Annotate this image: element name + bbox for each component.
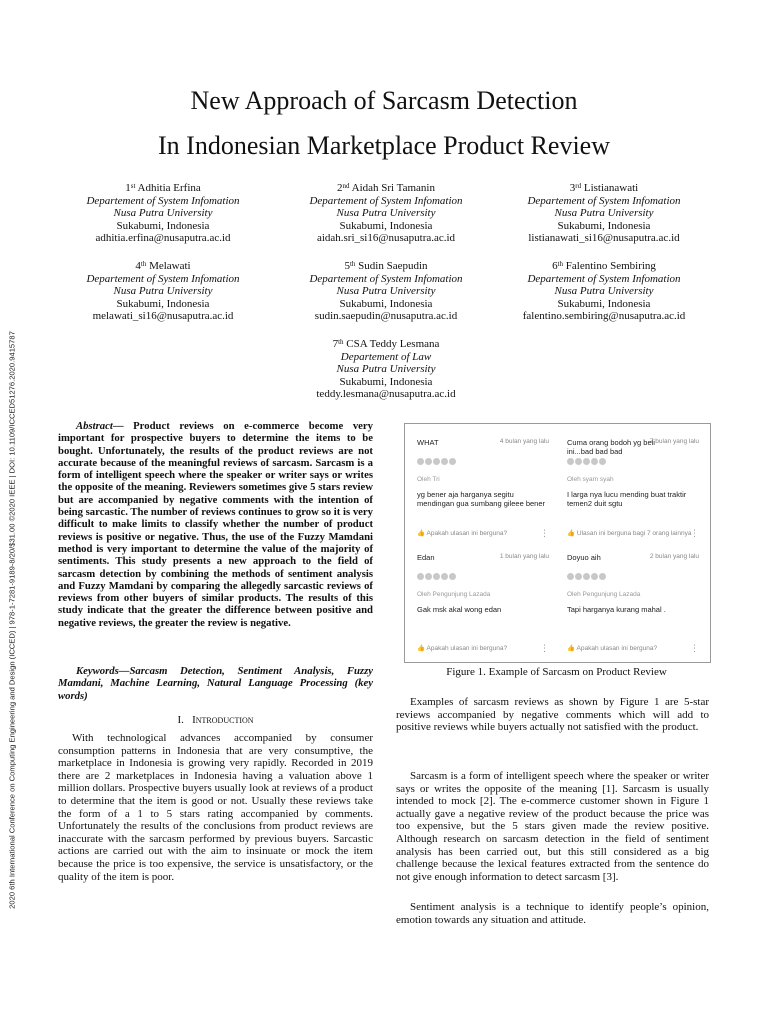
review-date: 4 bulan yang lalu — [499, 438, 549, 445]
author-7 — [266, 338, 506, 401]
author-university: Nusa Putra University — [113, 207, 213, 220]
reviewer-name: Oleh Tri — [417, 476, 440, 483]
author-city: Sukabumi, Indonesia — [557, 297, 651, 310]
section-heading — [58, 714, 373, 726]
star-icon — [441, 458, 448, 465]
author-city: Sukabumi, Indonesia — [339, 219, 433, 232]
author-dept: Departement of System Infomation — [86, 272, 240, 285]
author-university: Nusa Putra University — [336, 285, 436, 298]
review-comment: Tapi harganya kurang mahal . — [567, 605, 666, 614]
review-date: 1 bulan yang lalu — [499, 553, 549, 560]
more-options-icon: ⋮ — [540, 643, 549, 653]
review-card — [559, 547, 707, 660]
author-university: Nusa Putra University — [336, 207, 436, 220]
author-dept: Departement of System Infomation — [309, 194, 463, 207]
review-comment: I larga nya lucu mending buat traktir temen2 duit sgtu — [567, 490, 687, 508]
star-icon — [449, 573, 456, 580]
thumbs-up-icon: 👍 — [567, 530, 576, 537]
star-icon — [441, 573, 448, 580]
star-icon — [417, 458, 424, 465]
author-3 — [484, 182, 724, 245]
helpful-prompt: 👍 Apakah ulasan ini berguna? — [567, 645, 658, 652]
review-card — [409, 547, 557, 660]
review-comment: yg bener aja harganya segitu mendingan gua sumbang gileee bener — [417, 490, 546, 508]
helpful-prompt: 👍 Apakah ulasan ini berguna? — [417, 530, 508, 537]
review-title: Edan — [417, 553, 435, 562]
more-options-icon: ⋮ — [540, 528, 549, 538]
reviewer-name: Oleh Pengunjung Lazada — [417, 591, 491, 598]
author-1 — [43, 182, 283, 245]
author-4 — [43, 260, 283, 323]
star-icon — [575, 573, 582, 580]
author-email: adhitia.erfina@nusaputra.ac.id — [95, 232, 231, 245]
author-name: 6th Falentino Sembiring — [552, 260, 656, 272]
author-name: 2nd Aidah Sri Tamanin — [336, 182, 435, 194]
author-dept: Departement of System Infomation — [527, 194, 681, 207]
author-email: falentino.sembiring@nusaputra.ac.id — [522, 310, 686, 323]
review-title: Doyuo aih — [567, 553, 601, 562]
author-city: Sukabumi, Indonesia — [116, 219, 210, 232]
author-city: Sukabumi, Indonesia — [116, 297, 210, 310]
right-paragraph-1: Examples of sarcasm reviews as shown by Figure 1 are 5-star reviews accompanied by negative comments which will add to positive reviews while buyers actually not satisfied with the product. — [396, 696, 709, 734]
paper-title-line1: New Approach of Sarcasm Detection — [190, 86, 578, 115]
author-university: Nusa Putra University — [554, 285, 654, 298]
author-dept: Departement of System Infomation — [309, 272, 463, 285]
section-title: Introduction — [192, 714, 254, 726]
figure-caption: Figure 1. Example of Sarcasm on Product Review — [446, 666, 667, 678]
star-icon — [575, 458, 582, 465]
review-card — [409, 432, 557, 545]
star-icon — [599, 573, 606, 580]
more-options-icon: ⋮ — [690, 643, 699, 653]
star-rating — [417, 458, 457, 467]
thumbs-up-icon: 👍 — [417, 645, 426, 652]
star-icon — [583, 573, 590, 580]
author-5 — [266, 260, 506, 323]
author-university: Nusa Putra University — [554, 207, 654, 220]
author-email: aidah.sri_si16@nusaputra.ac.id — [316, 232, 456, 245]
author-email: sudin.saepudin@nusaputra.ac.id — [314, 310, 458, 323]
helpful-prompt: 👍 Apakah ulasan ini berguna? — [417, 645, 508, 652]
author-city: Sukabumi, Indonesia — [339, 297, 433, 310]
right-paragraph-2: Sarcasm is a form of intelligent speech where the speaker or writer says or writes the opposite of the meaning [1]. Sarcasm is usually intended to mock [2]. The e-commerce customer shown in Figure 1 actually gave a negative review of the product because the price was too expensive, but the 5 stars given made the review positive. Although research on sarcasm detection in the field of sentiment analysis has been carried out, but this still considered as a big challenge because the lexical features extracted from the sentence do not give enough information to detect sarcasm [3]. — [396, 770, 709, 883]
star-icon — [417, 573, 424, 580]
star-icon — [433, 573, 440, 580]
author-2 — [266, 182, 506, 245]
star-rating — [567, 573, 607, 582]
abstract-text: — Product reviews on e-commerce become very important for prospective buyers to determine the items to be bought. Unfortunately, the results of the product reviews are not accurate because of the meaningful reviews of sarcasm. Sarcasm is a form of intelligent speech where the speaker or writer says or writes the opposite of the meaning. Reviewers sometimes give 5 stars review but are accompanied by negative comments with the intention of being sarcastic. The number of reviews continues to grow so it is very difficult to make limits to classify whether the number of product reviews is positive or negative. Thus, the use of the Fuzzy Mamdani method is very important to determine the value of the majority of sentiments. This study presents a new approach to the field of sarcasm detection by combining the methods of sentiment analysis and Fuzzy Mamdani by comparing the allegedly sarcastic reviews of reviews from other buyers of similar products. The results of this study indicate that the greater the difference between positive and negative reviews, the greater the review is negative. — [58, 420, 373, 629]
review-date: 2 bulan yang lalu — [649, 553, 699, 560]
conference-sidebar — [2, 270, 22, 970]
star-icon — [433, 458, 440, 465]
sidebar-doi-text: 2020 6th International Conference on Computing Engineering and Design (ICCED) | 978-1-7281-9189-8/20/$31.00 ©2020 IEEE | DOI: 10.1109/ICCED51276.2020.9415787 — [7, 331, 17, 909]
thumbs-up-icon: 👍 — [417, 530, 426, 537]
keywords: Keywords—Sarcasm Detection, Sentiment Analysis, Fuzzy Mamdani, Machine Learning, Natural Language Processing (key words) — [58, 665, 373, 702]
star-icon — [599, 458, 606, 465]
author-university: Nusa Putra University — [113, 285, 213, 298]
author-dept: Departement of System Infomation — [527, 272, 681, 285]
figure-screenshot — [404, 423, 711, 663]
author-email: listianawati_si16@nusaputra.ac.id — [528, 232, 680, 245]
section-number: I. — [177, 714, 184, 726]
star-icon — [567, 458, 574, 465]
author-city: Sukabumi, Indonesia — [557, 219, 651, 232]
star-icon — [591, 573, 598, 580]
author-dept: Departement of Law — [340, 350, 432, 363]
author-university: Nusa Putra University — [336, 363, 436, 376]
star-rating — [567, 458, 607, 467]
author-6 — [484, 260, 724, 323]
review-title: WHAT — [417, 438, 439, 447]
star-rating — [417, 573, 457, 582]
author-city: Sukabumi, Indonesia — [339, 375, 433, 388]
author-name: 5th Sudin Saepudin — [344, 260, 428, 272]
star-icon — [425, 573, 432, 580]
author-name: 4th Melawati — [135, 260, 191, 272]
more-options-icon: ⋮ — [690, 528, 699, 538]
star-icon — [591, 458, 598, 465]
review-date: 7 bulan yang lalu — [649, 438, 699, 445]
intro-paragraph: With technological advances accompanied by consumer consumption patterns in Indonesia that are very consumptive, the marketplace in Indonesia is growing very rapidly. Recorded in 2019 there are 2 marketplaces in Indonesia having a valuation above 1 million dollars. Prospective buyers usually look at reviews of a product to determine that the item is good or not. Usually these reviews take the form of a 1 to 5 stars rating accompanied by comments. Unfortunately the results of the conclusions from product reviews are inaccurate with the sarcasm performed by previous buyers. Sarcastic actions are carried out with the aim to insinuate or mock the item because the price is too expensive, the service is unsatisfactory, or the quality of the item is poor. — [58, 732, 373, 883]
abstract — [58, 420, 373, 629]
review-title: Cuma orang bodoh yg beli ini...bad bad bad — [567, 438, 655, 456]
star-icon — [425, 458, 432, 465]
star-icon — [567, 573, 574, 580]
author-name: 3rd Listianawati — [569, 182, 639, 194]
author-email: melawati_si16@nusaputra.ac.id — [92, 310, 234, 323]
helpful-prompt: 👍 Ulasan ini berguna bagi 7 orang lainnya — [567, 530, 692, 537]
author-name: 7th CSA Teddy Lesmana — [332, 338, 440, 350]
thumbs-up-icon: 👍 — [567, 645, 576, 652]
author-email: teddy.lesmana@nusaputra.ac.id — [316, 388, 456, 401]
review-card — [559, 432, 707, 545]
author-dept: Departement of System Infomation — [86, 194, 240, 207]
reviewer-name: Oleh syam syah — [567, 476, 614, 483]
review-comment: Gak msk akal wong edan — [417, 605, 502, 614]
author-name: 1st Adhitia Erfina — [125, 182, 201, 194]
paper-title-line2: In Indonesian Marketplace Product Review — [158, 131, 610, 160]
right-paragraph-3: Sentiment analysis is a technique to identify people’s opinion, emotion towards any situation and attitude. — [396, 901, 709, 926]
star-icon — [583, 458, 590, 465]
abstract-label: Abstract — [76, 420, 113, 432]
star-icon — [449, 458, 456, 465]
reviewer-name: Oleh Pengunjung Lazada — [567, 591, 641, 598]
